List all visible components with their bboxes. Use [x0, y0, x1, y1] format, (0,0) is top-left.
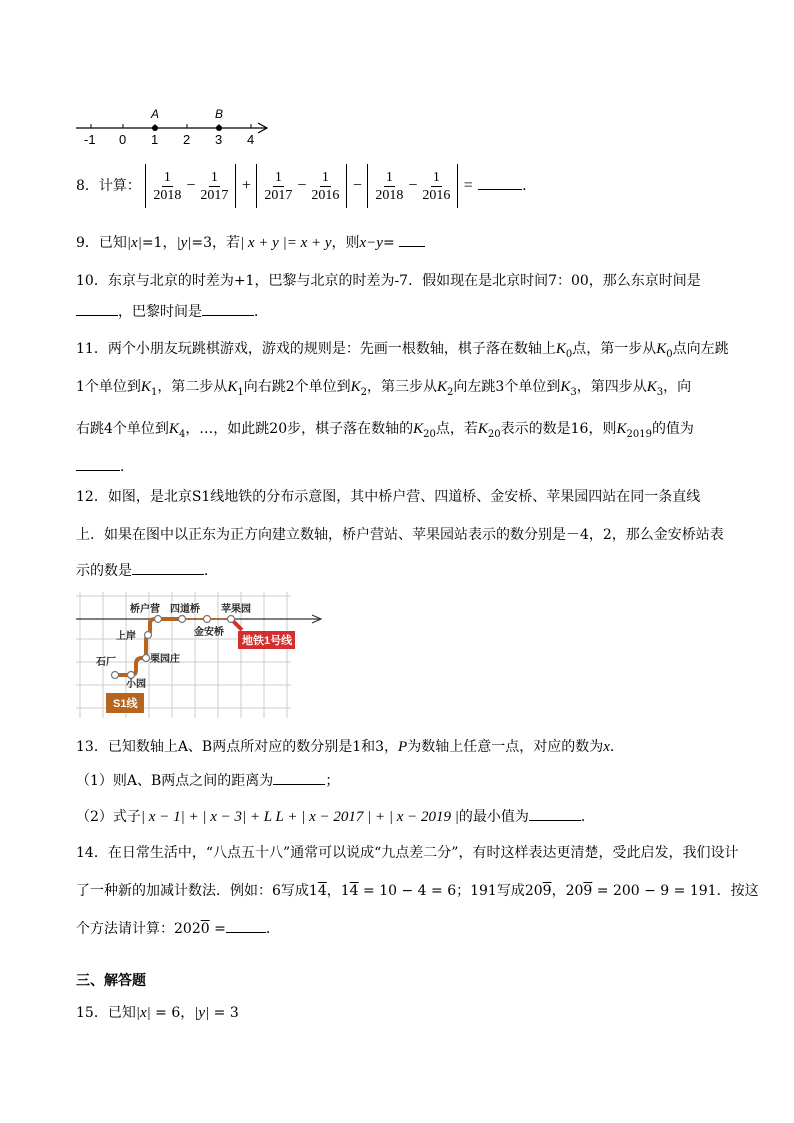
question-11-line2: 1个单位到$K_1$，第二步从$K_1$向右跳2个单位到$K_2$，第三步从$K_2$向左跳3个单位到$K_3$，第四步从$K_3$，向 [76, 379, 692, 398]
answer-blank[interactable] [226, 920, 266, 933]
q8-prefix: 8．计算： [76, 178, 141, 194]
question-12-line1: 12．如图，是北京S1线地铁的分布示意图，其中桥户营、四道桥、金安桥、苹果园四站在同一条直线 [76, 489, 701, 505]
s1-label: S1线 [113, 698, 138, 710]
point-a [152, 125, 158, 131]
point-b [216, 125, 222, 131]
question-12-line3: 示的数是 ． [76, 563, 218, 579]
tick-label: 0 [119, 132, 127, 147]
station-label: 栗园庄 [150, 654, 180, 665]
tick-label: 4 [247, 132, 255, 147]
answer-blank[interactable] [273, 772, 325, 785]
answer-blank[interactable] [478, 177, 522, 190]
answer-blank[interactable] [202, 303, 254, 316]
station-label: 桥户营 [130, 604, 160, 615]
point-a-label: A [151, 107, 160, 121]
abs-group: $\frac{1}{2018}$ − $\frac{1}{2017}$ [145, 164, 236, 208]
section-heading: 三、解答题 [76, 973, 146, 989]
question-12-line2: 上．如果在图中以正东为正方向建立数轴，桥户营站、苹果园站表示的数分别是－4，2，那么金安桥站表 [76, 527, 724, 543]
tick-label: 1 [151, 132, 159, 147]
station-label: 苹果园 [221, 604, 251, 615]
answer-blank[interactable] [529, 808, 581, 821]
tick-label: -1 [84, 132, 96, 147]
answer-blank[interactable] [132, 562, 204, 575]
tick-label: 3 [215, 132, 223, 147]
fraction: $\frac{1}{2017}$ [264, 169, 293, 203]
question-13-line1: 13．已知数轴上A、B两点所对应的数分别是1和3，P为数轴上任意一点，对应的数为x． [76, 739, 624, 755]
fraction: $\frac{1}{2016}$ [311, 169, 340, 203]
abs-group: $\frac{1}{2017}$ − $\frac{1}{2016}$ [256, 164, 347, 208]
question-14-line2: 了一种新的加减计数法．例如：6写成14，14 = 10 − 4 = 6；191写成209，209 = 200 − 9 = 191．按这 [76, 883, 759, 899]
number-line-figure [70, 100, 280, 150]
station-label: 四道桥 [170, 604, 200, 615]
question-10-line1: 10．东京与北京的时差为+1，巴黎与北京的时差为-7．假如现在是北京时间7：00，那么东京时间是 [76, 273, 701, 289]
station-label: 金安桥 [194, 627, 224, 638]
point-b-label: B [215, 107, 224, 121]
question-15: 15．已知|x| = 6，|y| = 3 [76, 1005, 239, 1021]
fraction: $\frac{1}{2018}$ [375, 169, 404, 203]
question-11-line1: 11．两个小朋友玩跳棋游戏，游戏的规则是：先画一根数轴，棋子落在数轴上$K_0$点，第一步从$K_0$点向左跳 [76, 341, 729, 360]
metro-map [76, 592, 326, 718]
answer-blank[interactable] [76, 458, 120, 471]
tick-label: 2 [183, 132, 191, 147]
answer-blank[interactable] [76, 303, 118, 316]
fraction: $\frac{1}{2017}$ [200, 169, 229, 203]
station-label: 小园 [126, 679, 146, 690]
question-11-line4: ． [76, 456, 134, 476]
question-13-part1: （1）则A、B两点之间的距离为 ； [76, 773, 340, 789]
question-14-line1: 14．在日常生活中，“八点五十八”通常可以说成“九点差二分”，有时这样表达更清楚，受此启发，我们设计 [76, 845, 739, 861]
line1-label: 地铁1号线 [242, 635, 293, 647]
fraction: $\frac{1}{2016}$ [422, 169, 451, 203]
question-13-part2: （2）式子| x − 1| + | x − 3| + L L + | x − 2017 | + | x − 2019 |的最小值为 ． [76, 809, 595, 825]
abs-group: $\frac{1}{2018}$ − $\frac{1}{2016}$ [367, 164, 458, 208]
station-label: 石厂 [96, 657, 116, 668]
question-9: 9．已知|x|=1，|y|=3，若| x + y |= x + y，则x−y= [76, 232, 425, 252]
fraction: $\frac{1}{2018}$ [153, 169, 182, 203]
question-8: 8．计算： $\frac{1}{2018}$ − $\frac{1}{2017}$ + $\frac{1}{2017}$ − $\frac{1}{2016}$ − $\frac{1}{2018}$ − $\frac{1}{2016}$ = ． [76, 164, 536, 208]
station-label: 上岸 [116, 631, 136, 642]
question-11-line3: 右跳4个单位到$K_4$，…，如此跳20步，棋子落在数轴的$K_{20}$点，若$K_{20}$表示的数是16，则$K_{2019}$的值为 [76, 421, 694, 440]
answer-blank[interactable] [399, 234, 425, 247]
question-14-line3: 个方法请计算：2020 = ． [76, 921, 280, 937]
question-10-line2: ，巴黎时间是 ． [76, 301, 268, 321]
